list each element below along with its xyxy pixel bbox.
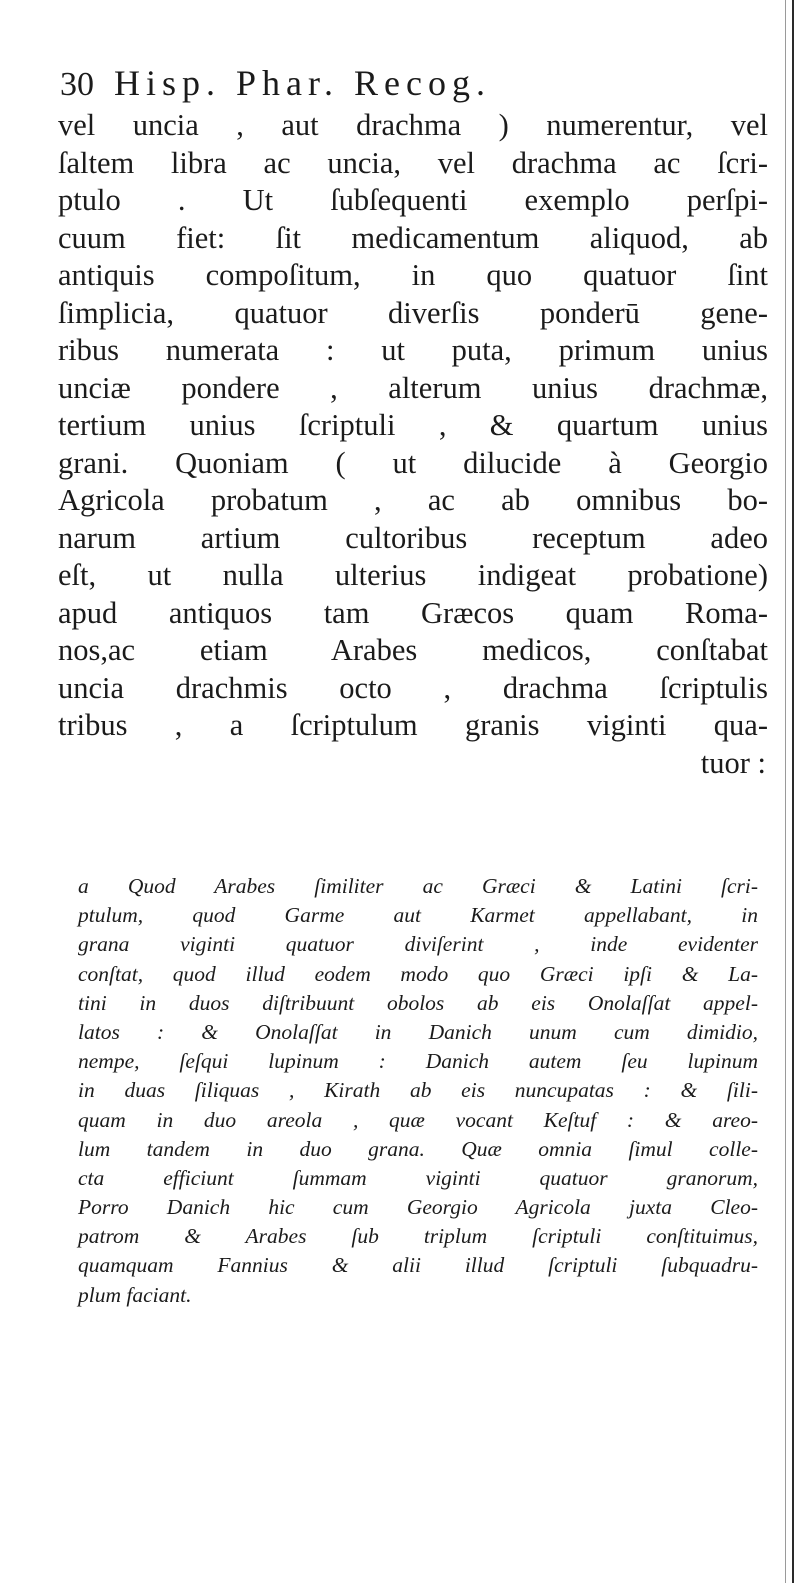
- text-line: tuor :: [700, 745, 766, 780]
- text-line: tertium unius ſcriptuli , & quartum unius: [58, 408, 768, 442]
- running-title: Hisp. Phar. Recog.: [114, 63, 491, 103]
- footnote-line: quamquam Fannius & alii illud ſcriptuli ſubquadru-: [78, 1253, 758, 1278]
- footnote-line: quam in duo areola , quæ vocant Keſtuf : & areo-: [78, 1107, 758, 1132]
- page-number: 30: [60, 66, 94, 103]
- footnote-line: plum faciant.: [78, 1282, 192, 1307]
- page-edge-shadow: [785, 0, 786, 1583]
- text-line: cuum fiet: ſit medicamentum aliquod, ab: [58, 220, 768, 255]
- footnote-line: cta efficiunt ſummam viginti quatuor granorum,: [78, 1165, 758, 1190]
- text-line: eſt, ut nulla ulterius indigeat probatione): [58, 558, 768, 592]
- text-line: uncia drachmis octo , drachma ſcriptulis: [58, 670, 768, 705]
- footnote-line: ptulum, quod Garme aut Karmet appellabant, in: [78, 903, 758, 928]
- footnote-line: a Quod Arabes ſimiliter ac Græci & Latini ſcri-: [78, 874, 758, 898]
- text-line: ſaltem libra ac uncia, vel drachma ac ſcri-: [58, 145, 768, 180]
- footnote-line: in duas ſiliquas , Kirath ab eis nuncupatas : & ſili-: [78, 1078, 758, 1103]
- text-line: grani. Quoniam ( ut dilucide à Georgio: [58, 445, 768, 480]
- text-line: ribus numerata : ut puta, primum unius: [58, 333, 768, 367]
- footnote-line: patrom & Arabes ſub triplum ſcriptuli conſtituimus,: [78, 1224, 758, 1249]
- footnote-line: Porro Danich hic cum Georgio Agricola juxta Cleo-: [78, 1195, 758, 1220]
- footnote-line: grana viginti quatuor diviſerint , inde evidenter: [78, 932, 758, 957]
- footnote-line: nempe, ſeſqui lupinum : Danich autem ſeu lupinum: [78, 1049, 758, 1074]
- main-text: [58, 107, 768, 782]
- text-line: apud antiquos tam Græcos quam Roma-: [58, 595, 768, 630]
- page-edge: [792, 0, 794, 1583]
- text-line: tribus , a ſcriptulum granis viginti qua-: [58, 708, 768, 742]
- footnote: [78, 872, 758, 1310]
- text-line: nos,ac etiam Arabes medicos, conſtabat: [58, 633, 768, 667]
- footnote-line: conſtat, quod illud eodem modo quo Græci ipſi & La-: [78, 961, 758, 986]
- text-line: antiquis compoſitum, in quo quatuor ſint: [58, 258, 768, 292]
- text-line: ſimplicia, quatuor diverſis ponderū gene-: [58, 295, 768, 330]
- footnote-line: latos : & Onolaſſat in Danich unum cum dimidio,: [78, 1019, 758, 1044]
- footnote-line: tini in duos diſtribuunt obolos ab eis Onolaſſat appel-: [78, 990, 758, 1015]
- text-line: Agricola probatum , ac ab omnibus bo-: [58, 483, 768, 517]
- text-line: ptulo . Ut ſubſequenti exemplo perſpi-: [58, 183, 768, 217]
- text-line: unciæ pondere , alterum unius drachmæ,: [58, 370, 768, 405]
- page-header: [60, 62, 760, 108]
- text-line: narum artium cultoribus receptum adeo: [58, 520, 768, 555]
- text-line: vel uncia , aut drachma ) numerentur, vel: [58, 108, 768, 142]
- footnote-line: lum tandem in duo grana. Quæ omnia ſimul colle-: [78, 1136, 758, 1161]
